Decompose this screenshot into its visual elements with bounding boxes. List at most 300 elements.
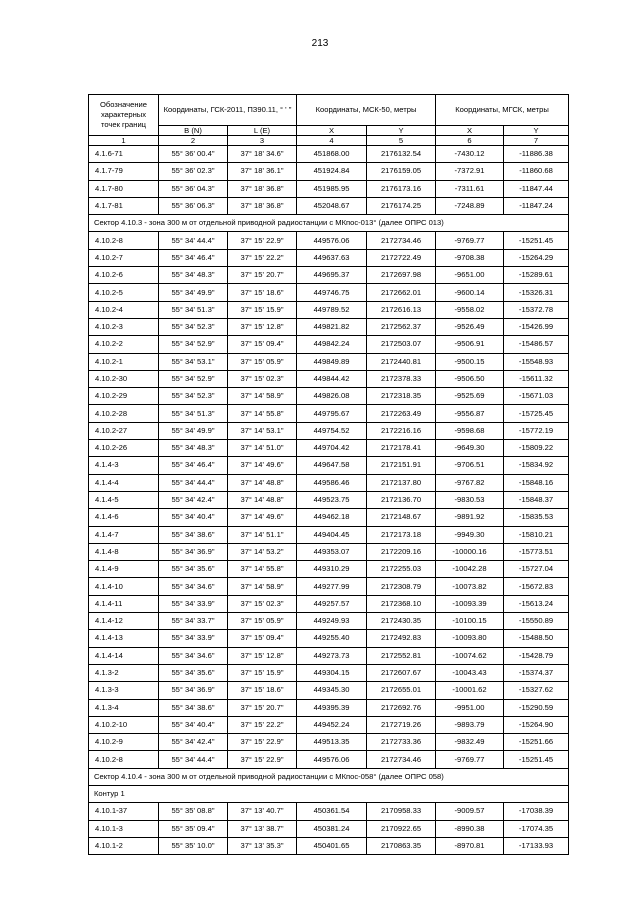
table-header bbox=[89, 95, 569, 146]
header-sub-y-mgsk: Y bbox=[504, 126, 569, 136]
table-row bbox=[89, 613, 569, 630]
y-msk-cell: 2172616.13 bbox=[367, 301, 436, 318]
y-mgsk-cell: -15835.53 bbox=[504, 509, 569, 526]
x-msk-cell: 449523.75 bbox=[297, 491, 367, 508]
y-msk-cell: 2172722.49 bbox=[367, 249, 436, 266]
b-cell: 55° 34' 52.3" bbox=[159, 388, 228, 405]
b-cell: 55° 36' 02.3" bbox=[159, 163, 228, 180]
header-sub-l: L (E) bbox=[228, 126, 297, 136]
table-row bbox=[89, 232, 569, 249]
y-mgsk-cell: -15326.31 bbox=[504, 284, 569, 301]
point-id-cell: 4.10.2-28 bbox=[89, 405, 159, 422]
x-msk-cell: 449462.18 bbox=[297, 509, 367, 526]
b-cell: 55° 34' 44.4" bbox=[159, 751, 228, 768]
y-mgsk-cell: -11860.68 bbox=[504, 163, 569, 180]
x-mgsk-cell: -9649.30 bbox=[436, 440, 504, 457]
x-mgsk-cell: -7372.91 bbox=[436, 163, 504, 180]
table-row bbox=[89, 284, 569, 301]
x-mgsk-cell: -10093.80 bbox=[436, 630, 504, 647]
x-mgsk-cell: -10073.82 bbox=[436, 578, 504, 595]
b-cell: 55° 34' 52.9" bbox=[159, 336, 228, 353]
y-mgsk-cell: -11847.44 bbox=[504, 180, 569, 197]
table-row bbox=[89, 595, 569, 612]
table-row bbox=[89, 249, 569, 266]
y-msk-cell: 2172368.10 bbox=[367, 595, 436, 612]
header-sub-x-msk: X bbox=[297, 126, 367, 136]
x-mgsk-cell: -9600.14 bbox=[436, 284, 504, 301]
b-cell: 55° 35' 08.8" bbox=[159, 803, 228, 820]
y-msk-cell: 2172263.49 bbox=[367, 405, 436, 422]
x-msk-cell: 449842.24 bbox=[297, 336, 367, 353]
l-cell: 37° 15' 18.6" bbox=[228, 682, 297, 699]
x-mgsk-cell: -9526.49 bbox=[436, 318, 504, 335]
table-row bbox=[89, 751, 569, 768]
x-msk-cell: 449513.35 bbox=[297, 734, 367, 751]
y-mgsk-cell: -15428.79 bbox=[504, 647, 569, 664]
x-mgsk-cell: -9706.51 bbox=[436, 457, 504, 474]
table-row bbox=[89, 353, 569, 370]
x-msk-cell: 449257.57 bbox=[297, 595, 367, 612]
y-mgsk-cell: -15488.50 bbox=[504, 630, 569, 647]
point-id-cell: 4.10.2-10 bbox=[89, 716, 159, 733]
table-row bbox=[89, 561, 569, 578]
x-mgsk-cell: -9767.82 bbox=[436, 474, 504, 491]
y-msk-cell: 2176159.05 bbox=[367, 163, 436, 180]
x-msk-cell: 451924.84 bbox=[297, 163, 367, 180]
point-id-cell: 4.1.4-11 bbox=[89, 595, 159, 612]
y-msk-cell: 2170958.33 bbox=[367, 803, 436, 820]
l-cell: 37° 14' 48.8" bbox=[228, 474, 297, 491]
point-id-cell: 4.1.3-2 bbox=[89, 664, 159, 681]
y-mgsk-cell: -11886.38 bbox=[504, 146, 569, 163]
l-cell: 37° 15' 05.9" bbox=[228, 613, 297, 630]
table-row bbox=[89, 422, 569, 439]
l-cell: 37° 15' 09.4" bbox=[228, 336, 297, 353]
l-cell: 37° 15' 15.9" bbox=[228, 664, 297, 681]
header-col-number: 7 bbox=[504, 136, 569, 146]
table-row bbox=[89, 699, 569, 716]
b-cell: 55° 34' 33.9" bbox=[159, 595, 228, 612]
l-cell: 37° 18' 34.6" bbox=[228, 146, 297, 163]
y-mgsk-cell: -15289.61 bbox=[504, 267, 569, 284]
x-msk-cell: 449795.67 bbox=[297, 405, 367, 422]
b-cell: 55° 34' 34.6" bbox=[159, 647, 228, 664]
y-mgsk-cell: -11847.24 bbox=[504, 197, 569, 214]
x-msk-cell: 451985.95 bbox=[297, 180, 367, 197]
table-row bbox=[89, 734, 569, 751]
y-msk-cell: 2172697.98 bbox=[367, 267, 436, 284]
point-id-cell: 4.1.3-4 bbox=[89, 699, 159, 716]
x-msk-cell: 449789.52 bbox=[297, 301, 367, 318]
y-mgsk-cell: -15848.16 bbox=[504, 474, 569, 491]
x-mgsk-cell: -9651.00 bbox=[436, 267, 504, 284]
b-cell: 55° 34' 33.7" bbox=[159, 613, 228, 630]
y-msk-cell: 2172503.07 bbox=[367, 336, 436, 353]
x-mgsk-cell: -9951.00 bbox=[436, 699, 504, 716]
page-number: 213 bbox=[311, 38, 329, 49]
b-cell: 55° 34' 52.9" bbox=[159, 370, 228, 387]
y-msk-cell: 2172148.67 bbox=[367, 509, 436, 526]
l-cell: 37° 14' 48.8" bbox=[228, 491, 297, 508]
b-cell: 55° 35' 10.0" bbox=[159, 837, 228, 854]
b-cell: 55° 34' 36.9" bbox=[159, 543, 228, 560]
y-mgsk-cell: -15251.45 bbox=[504, 232, 569, 249]
point-id-cell: 4.1.4-7 bbox=[89, 526, 159, 543]
b-cell: 55° 34' 36.9" bbox=[159, 682, 228, 699]
table-row bbox=[89, 267, 569, 284]
b-cell: 55° 34' 49.9" bbox=[159, 284, 228, 301]
l-cell: 37° 18' 36.1" bbox=[228, 163, 297, 180]
x-msk-cell: 449310.29 bbox=[297, 561, 367, 578]
header-sub-y-msk: Y bbox=[367, 126, 436, 136]
table-row bbox=[89, 318, 569, 335]
x-msk-cell: 449849.89 bbox=[297, 353, 367, 370]
b-cell: 55° 34' 35.6" bbox=[159, 561, 228, 578]
table-row bbox=[89, 336, 569, 353]
x-mgsk-cell: -9830.53 bbox=[436, 491, 504, 508]
y-mgsk-cell: -15251.66 bbox=[504, 734, 569, 751]
b-cell: 55° 34' 48.3" bbox=[159, 267, 228, 284]
point-id-cell: 4.10.1-3 bbox=[89, 820, 159, 837]
x-msk-cell: 449353.07 bbox=[297, 543, 367, 560]
header-msk-coordinates: Координаты, МСК-50, метры bbox=[297, 95, 436, 126]
y-mgsk-cell: -15372.78 bbox=[504, 301, 569, 318]
table-row bbox=[89, 197, 569, 214]
y-mgsk-cell: -15264.29 bbox=[504, 249, 569, 266]
y-msk-cell: 2176174.25 bbox=[367, 197, 436, 214]
y-msk-cell: 2172552.81 bbox=[367, 647, 436, 664]
y-mgsk-cell: -15251.45 bbox=[504, 751, 569, 768]
l-cell: 37° 18' 36.8" bbox=[228, 180, 297, 197]
b-cell: 55° 34' 34.6" bbox=[159, 578, 228, 595]
l-cell: 37° 13' 35.3" bbox=[228, 837, 297, 854]
section-row bbox=[89, 785, 569, 802]
x-mgsk-cell: -9500.15 bbox=[436, 353, 504, 370]
b-cell: 55° 34' 51.3" bbox=[159, 301, 228, 318]
x-mgsk-cell: -7311.61 bbox=[436, 180, 504, 197]
l-cell: 37° 14' 51.0" bbox=[228, 440, 297, 457]
x-mgsk-cell: -10074.62 bbox=[436, 647, 504, 664]
header-point-designation: Обозначение характерных точек границ bbox=[89, 95, 159, 136]
x-msk-cell: 449746.75 bbox=[297, 284, 367, 301]
x-mgsk-cell: -9525.69 bbox=[436, 388, 504, 405]
x-mgsk-cell: -9769.77 bbox=[436, 751, 504, 768]
y-mgsk-cell: -15374.37 bbox=[504, 664, 569, 681]
b-cell: 55° 34' 38.6" bbox=[159, 526, 228, 543]
header-gsk-coordinates: Координаты, ГСК-2011, ПЗ90.11, ° ' " bbox=[159, 95, 297, 126]
l-cell: 37° 15' 12.8" bbox=[228, 647, 297, 664]
point-id-cell: 4.10.2-8 bbox=[89, 751, 159, 768]
x-msk-cell: 450401.65 bbox=[297, 837, 367, 854]
x-mgsk-cell: -9891.92 bbox=[436, 509, 504, 526]
x-msk-cell: 449754.52 bbox=[297, 422, 367, 439]
y-msk-cell: 2172151.91 bbox=[367, 457, 436, 474]
point-id-cell: 4.10.1-37 bbox=[89, 803, 159, 820]
point-id-cell: 4.1.7-79 bbox=[89, 163, 159, 180]
point-id-cell: 4.10.2-26 bbox=[89, 440, 159, 457]
point-id-cell: 4.1.4-9 bbox=[89, 561, 159, 578]
y-msk-cell: 2170922.65 bbox=[367, 820, 436, 837]
x-mgsk-cell: -10001.62 bbox=[436, 682, 504, 699]
x-mgsk-cell: -9009.57 bbox=[436, 803, 504, 820]
point-id-cell: 4.10.2-9 bbox=[89, 734, 159, 751]
point-id-cell: 4.1.4-12 bbox=[89, 613, 159, 630]
point-id-cell: 4.1.6-71 bbox=[89, 146, 159, 163]
point-id-cell: 4.10.2-30 bbox=[89, 370, 159, 387]
y-msk-cell: 2172255.03 bbox=[367, 561, 436, 578]
l-cell: 37° 14' 58.9" bbox=[228, 388, 297, 405]
table-row bbox=[89, 491, 569, 508]
l-cell: 37° 15' 05.9" bbox=[228, 353, 297, 370]
table-row bbox=[89, 180, 569, 197]
x-mgsk-cell: -9506.50 bbox=[436, 370, 504, 387]
y-msk-cell: 2172209.16 bbox=[367, 543, 436, 560]
l-cell: 37° 13' 40.7" bbox=[228, 803, 297, 820]
point-id-cell: 4.10.2-6 bbox=[89, 267, 159, 284]
l-cell: 37° 14' 55.8" bbox=[228, 405, 297, 422]
y-mgsk-cell: -15327.62 bbox=[504, 682, 569, 699]
b-cell: 55° 34' 44.4" bbox=[159, 474, 228, 491]
header-col-number: 5 bbox=[367, 136, 436, 146]
x-msk-cell: 451868.00 bbox=[297, 146, 367, 163]
table-row bbox=[89, 578, 569, 595]
y-mgsk-cell: -15727.04 bbox=[504, 561, 569, 578]
b-cell: 55° 34' 52.3" bbox=[159, 318, 228, 335]
x-mgsk-cell: -9769.77 bbox=[436, 232, 504, 249]
table-row bbox=[89, 716, 569, 733]
coordinates-table bbox=[88, 94, 569, 855]
x-msk-cell: 449586.46 bbox=[297, 474, 367, 491]
l-cell: 37° 14' 49.6" bbox=[228, 509, 297, 526]
l-cell: 37° 15' 22.9" bbox=[228, 232, 297, 249]
y-mgsk-cell: -15810.21 bbox=[504, 526, 569, 543]
x-msk-cell: 449826.08 bbox=[297, 388, 367, 405]
x-msk-cell: 449576.06 bbox=[297, 751, 367, 768]
b-cell: 55° 34' 51.3" bbox=[159, 405, 228, 422]
header-col-number: 6 bbox=[436, 136, 504, 146]
point-id-cell: 4.1.4-13 bbox=[89, 630, 159, 647]
b-cell: 55° 34' 35.6" bbox=[159, 664, 228, 681]
y-msk-cell: 2172734.46 bbox=[367, 751, 436, 768]
table-row bbox=[89, 664, 569, 681]
y-msk-cell: 2176132.54 bbox=[367, 146, 436, 163]
table-row bbox=[89, 457, 569, 474]
b-cell: 55° 34' 40.4" bbox=[159, 716, 228, 733]
y-msk-cell: 2170863.35 bbox=[367, 837, 436, 854]
b-cell: 55° 34' 40.4" bbox=[159, 509, 228, 526]
point-id-cell: 4.1.4-10 bbox=[89, 578, 159, 595]
table-row bbox=[89, 526, 569, 543]
y-msk-cell: 2172308.79 bbox=[367, 578, 436, 595]
b-cell: 55° 36' 00.4" bbox=[159, 146, 228, 163]
table-row bbox=[89, 682, 569, 699]
x-msk-cell: 449695.37 bbox=[297, 267, 367, 284]
y-msk-cell: 2172562.37 bbox=[367, 318, 436, 335]
x-msk-cell: 449249.93 bbox=[297, 613, 367, 630]
y-msk-cell: 2172440.81 bbox=[367, 353, 436, 370]
y-mgsk-cell: -17133.93 bbox=[504, 837, 569, 854]
b-cell: 55° 34' 48.3" bbox=[159, 440, 228, 457]
y-msk-cell: 2172655.01 bbox=[367, 682, 436, 699]
l-cell: 37° 13' 38.7" bbox=[228, 820, 297, 837]
table-row bbox=[89, 630, 569, 647]
table-row bbox=[89, 509, 569, 526]
y-msk-cell: 2172173.18 bbox=[367, 526, 436, 543]
header-col-number: 1 bbox=[89, 136, 159, 146]
x-msk-cell: 449255.40 bbox=[297, 630, 367, 647]
b-cell: 55° 34' 44.4" bbox=[159, 232, 228, 249]
table-row bbox=[89, 647, 569, 664]
section-label: Сектор 4.10.4 - зона 300 м от отдельной приводной радиостанции с МКпос-058° (далее ОПРС 058) bbox=[89, 768, 569, 785]
l-cell: 37° 15' 22.2" bbox=[228, 716, 297, 733]
y-msk-cell: 2172137.80 bbox=[367, 474, 436, 491]
point-id-cell: 4.10.1-2 bbox=[89, 837, 159, 854]
x-msk-cell: 449395.39 bbox=[297, 699, 367, 716]
section-row bbox=[89, 215, 569, 232]
table-row bbox=[89, 543, 569, 560]
y-mgsk-cell: -17038.39 bbox=[504, 803, 569, 820]
y-mgsk-cell: -15290.59 bbox=[504, 699, 569, 716]
header-col-number: 3 bbox=[228, 136, 297, 146]
x-mgsk-cell: -7430.12 bbox=[436, 146, 504, 163]
point-id-cell: 4.1.7-81 bbox=[89, 197, 159, 214]
x-msk-cell: 449277.99 bbox=[297, 578, 367, 595]
l-cell: 37° 18' 36.8" bbox=[228, 197, 297, 214]
header-mgsk-coordinates: Координаты, МГСК, метры bbox=[436, 95, 569, 126]
point-id-cell: 4.1.4-4 bbox=[89, 474, 159, 491]
x-mgsk-cell: -7248.89 bbox=[436, 197, 504, 214]
table-row bbox=[89, 388, 569, 405]
l-cell: 37° 14' 53.2" bbox=[228, 543, 297, 560]
point-id-cell: 4.1.4-14 bbox=[89, 647, 159, 664]
l-cell: 37° 14' 58.9" bbox=[228, 578, 297, 595]
y-mgsk-cell: -15613.24 bbox=[504, 595, 569, 612]
x-mgsk-cell: -9558.02 bbox=[436, 301, 504, 318]
table-row bbox=[89, 405, 569, 422]
point-id-cell: 4.1.7-80 bbox=[89, 180, 159, 197]
b-cell: 55° 34' 53.1" bbox=[159, 353, 228, 370]
section-label: Сектор 4.10.3 - зона 300 м от отдельной приводной радиостанции с МКпос-013° (далее ОПРС 013) bbox=[89, 215, 569, 232]
table-row bbox=[89, 301, 569, 318]
y-mgsk-cell: -15725.45 bbox=[504, 405, 569, 422]
header-col-number: 4 bbox=[297, 136, 367, 146]
x-mgsk-cell: -10100.15 bbox=[436, 613, 504, 630]
y-msk-cell: 2172378.33 bbox=[367, 370, 436, 387]
x-mgsk-cell: -9708.38 bbox=[436, 249, 504, 266]
b-cell: 55° 35' 09.4" bbox=[159, 820, 228, 837]
section-row bbox=[89, 768, 569, 785]
x-msk-cell: 449704.42 bbox=[297, 440, 367, 457]
y-msk-cell: 2172492.83 bbox=[367, 630, 436, 647]
y-mgsk-cell: -15550.89 bbox=[504, 613, 569, 630]
x-msk-cell: 449844.42 bbox=[297, 370, 367, 387]
b-cell: 55° 34' 46.4" bbox=[159, 457, 228, 474]
x-msk-cell: 449304.15 bbox=[297, 664, 367, 681]
y-msk-cell: 2172733.36 bbox=[367, 734, 436, 751]
point-id-cell: 4.1.4-8 bbox=[89, 543, 159, 560]
b-cell: 55° 34' 33.9" bbox=[159, 630, 228, 647]
x-msk-cell: 450361.54 bbox=[297, 803, 367, 820]
point-id-cell: 4.1.3-3 bbox=[89, 682, 159, 699]
l-cell: 37° 15' 22.9" bbox=[228, 734, 297, 751]
y-msk-cell: 2172719.26 bbox=[367, 716, 436, 733]
l-cell: 37° 15' 02.3" bbox=[228, 370, 297, 387]
x-mgsk-cell: -9556.87 bbox=[436, 405, 504, 422]
x-msk-cell: 449637.63 bbox=[297, 249, 367, 266]
y-msk-cell: 2176173.16 bbox=[367, 180, 436, 197]
l-cell: 37° 15' 15.9" bbox=[228, 301, 297, 318]
point-id-cell: 4.10.2-29 bbox=[89, 388, 159, 405]
l-cell: 37° 15' 12.8" bbox=[228, 318, 297, 335]
x-msk-cell: 449273.73 bbox=[297, 647, 367, 664]
l-cell: 37° 15' 09.4" bbox=[228, 630, 297, 647]
x-msk-cell: 449345.30 bbox=[297, 682, 367, 699]
table-row bbox=[89, 440, 569, 457]
l-cell: 37° 15' 20.7" bbox=[228, 267, 297, 284]
b-cell: 55° 34' 42.4" bbox=[159, 491, 228, 508]
table-body bbox=[89, 146, 569, 855]
l-cell: 37° 15' 20.7" bbox=[228, 699, 297, 716]
b-cell: 55° 34' 46.4" bbox=[159, 249, 228, 266]
table-row bbox=[89, 163, 569, 180]
x-msk-cell: 449647.58 bbox=[297, 457, 367, 474]
y-mgsk-cell: -15848.37 bbox=[504, 491, 569, 508]
y-mgsk-cell: -15834.92 bbox=[504, 457, 569, 474]
y-msk-cell: 2172178.41 bbox=[367, 440, 436, 457]
header-sub-b: B (N) bbox=[159, 126, 228, 136]
l-cell: 37° 15' 22.2" bbox=[228, 249, 297, 266]
y-mgsk-cell: -15611.32 bbox=[504, 370, 569, 387]
table-row bbox=[89, 837, 569, 854]
l-cell: 37° 15' 02.3" bbox=[228, 595, 297, 612]
y-mgsk-cell: -15671.03 bbox=[504, 388, 569, 405]
table-row bbox=[89, 370, 569, 387]
point-id-cell: 4.1.4-5 bbox=[89, 491, 159, 508]
x-mgsk-cell: -10042.28 bbox=[436, 561, 504, 578]
x-msk-cell: 449452.24 bbox=[297, 716, 367, 733]
point-id-cell: 4.1.4-3 bbox=[89, 457, 159, 474]
point-id-cell: 4.1.4-6 bbox=[89, 509, 159, 526]
l-cell: 37° 15' 22.9" bbox=[228, 751, 297, 768]
y-msk-cell: 2172662.01 bbox=[367, 284, 436, 301]
x-mgsk-cell: -9893.79 bbox=[436, 716, 504, 733]
x-mgsk-cell: -8970.81 bbox=[436, 837, 504, 854]
x-mgsk-cell: -8990.38 bbox=[436, 820, 504, 837]
l-cell: 37° 14' 55.8" bbox=[228, 561, 297, 578]
x-mgsk-cell: -9832.49 bbox=[436, 734, 504, 751]
l-cell: 37° 14' 53.1" bbox=[228, 422, 297, 439]
y-mgsk-cell: -15548.93 bbox=[504, 353, 569, 370]
l-cell: 37° 14' 49.6" bbox=[228, 457, 297, 474]
point-id-cell: 4.10.2-1 bbox=[89, 353, 159, 370]
b-cell: 55° 36' 04.3" bbox=[159, 180, 228, 197]
x-msk-cell: 449576.06 bbox=[297, 232, 367, 249]
y-mgsk-cell: -15809.22 bbox=[504, 440, 569, 457]
table-row bbox=[89, 474, 569, 491]
x-msk-cell: 452048.67 bbox=[297, 197, 367, 214]
point-id-cell: 4.10.2-3 bbox=[89, 318, 159, 335]
y-mgsk-cell: -17074.35 bbox=[504, 820, 569, 837]
y-msk-cell: 2172692.76 bbox=[367, 699, 436, 716]
x-mgsk-cell: -10093.39 bbox=[436, 595, 504, 612]
b-cell: 55° 34' 49.9" bbox=[159, 422, 228, 439]
l-cell: 37° 15' 18.6" bbox=[228, 284, 297, 301]
x-mgsk-cell: -10000.16 bbox=[436, 543, 504, 560]
x-msk-cell: 450381.24 bbox=[297, 820, 367, 837]
table-row bbox=[89, 146, 569, 163]
x-mgsk-cell: -9598.68 bbox=[436, 422, 504, 439]
b-cell: 55° 34' 42.4" bbox=[159, 734, 228, 751]
